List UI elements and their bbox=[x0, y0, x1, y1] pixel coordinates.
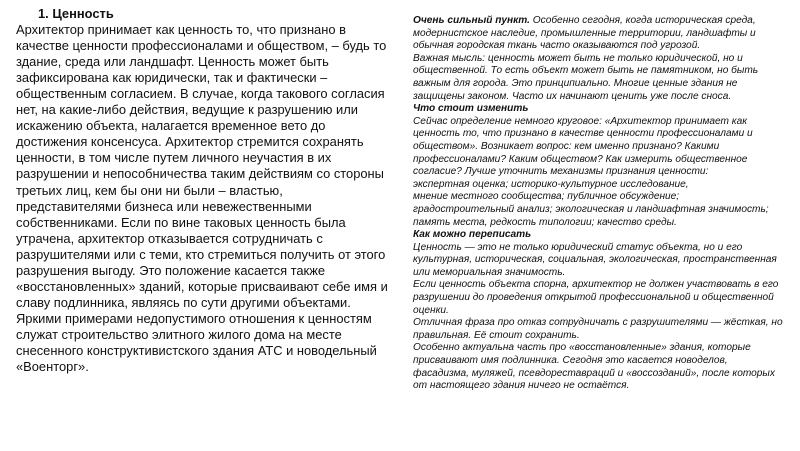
comment-paragraph-6: Отличная фраза про отказ сотрудничать с разрушителями — жёсткая, но правильная. Её стоит сохранить. bbox=[413, 317, 783, 341]
comment-list-item: экспертная оценка; историко-культурное исследование, bbox=[413, 178, 689, 190]
comment-subheading-rewrite: Как можно переписать bbox=[413, 229, 532, 241]
comment-list-item: градостроительный анализ; экологическая и ландшафтная значимость; память места, редкость типологии; качество среды. bbox=[413, 203, 769, 228]
comment-list-item: мнение местного сообщества; публичное обсуждение; bbox=[413, 191, 680, 203]
commentary-column bbox=[413, 15, 785, 393]
comment-paragraph-2: Важная мысль: ценность может быть не только юридической, но и общественной. То есть объект может быть не памятником, но быть важным для города. Это принципиально. Многие ценные здания не защищены законом. Часто их начинают ценить уже после сноса. bbox=[413, 52, 759, 102]
comment-text: Особенно сегодня, когда историческая среда, модернистское наследие, промышленные территории, ландшафты и обычная городская ткань часто оказываются под угрозой. bbox=[413, 15, 756, 52]
comment-paragraph-5: Если ценность объекта спорна, архитектор не должен участвовать в его разрушении до проведения открытой профессиональной и общественной оценки. bbox=[413, 279, 779, 316]
comment-paragraph-4: Ценность — это не только юридический статус объекта, но и его культурная, историческая, социальная, экологическая, пространственная или мемориальная значимость. bbox=[413, 241, 777, 278]
comment-lead: Очень сильный пункт. bbox=[413, 15, 530, 26]
comment-paragraph-1 bbox=[413, 15, 785, 53]
section-heading: 1. Ценность bbox=[38, 6, 114, 21]
comment-paragraph-7: Особенно актуальна часть про «восстановленные» здания, которые присваивают имя подлинника. Сегодня это касается новоделов, фасадизма, муляжей, псевдореставраций и «воссозданий», после которых от настоящего здания ничего не остаётся. bbox=[413, 342, 775, 392]
main-text-column bbox=[16, 6, 388, 375]
comment-paragraph-3: Сейчас определение немного круговое: «Архитектор принимает как ценность то, что признано в качестве ценности профессионалами и обществом». Возникает вопрос: кем именно признано? Какими профессионалами? Каким обществом? Как измерить общественное согласие? Лучше уточнить механизмы признания ценности: bbox=[413, 115, 753, 178]
main-paragraph: Архитектор принимает как ценность то, что признано в качестве ценности профессионалами и обществом, – будь то здание, среда или ландшафт. Ценность может быть зафиксирована как юридически, так и фактически – общественным согласием. В случае, когда такового согласия нет, на какие-либо действия, ведущие к разрушению или искажению объекта, налагается временное вето до достижения консенсуса. Архитектор стремится сохранять ценности, в том числе путем личного неучастия в их разрушении и непособничества таким действиям со стороны третьих лиц, кем бы они ни были – властью, представителями бизнеса или невежественными собственниками. Если по вине таковых ценность была утрачена, архитектор отказывается сотрудничать с разрушителями или с теми, кто стремиться получить от этого разрушения выгоду. Это положение касается также «восстановленных» зданий, которые присваивают себе имя и славу подлинника, являясь по сути другими объектами. Яркими примерами недопустимого отношения к ценностям служат строительство элитного жилого дома на месте снесенного конструктивистского здания АТС и новодельный «Военторг». bbox=[16, 22, 388, 375]
comment-subheading-change: Что стоит изменить bbox=[413, 103, 529, 115]
